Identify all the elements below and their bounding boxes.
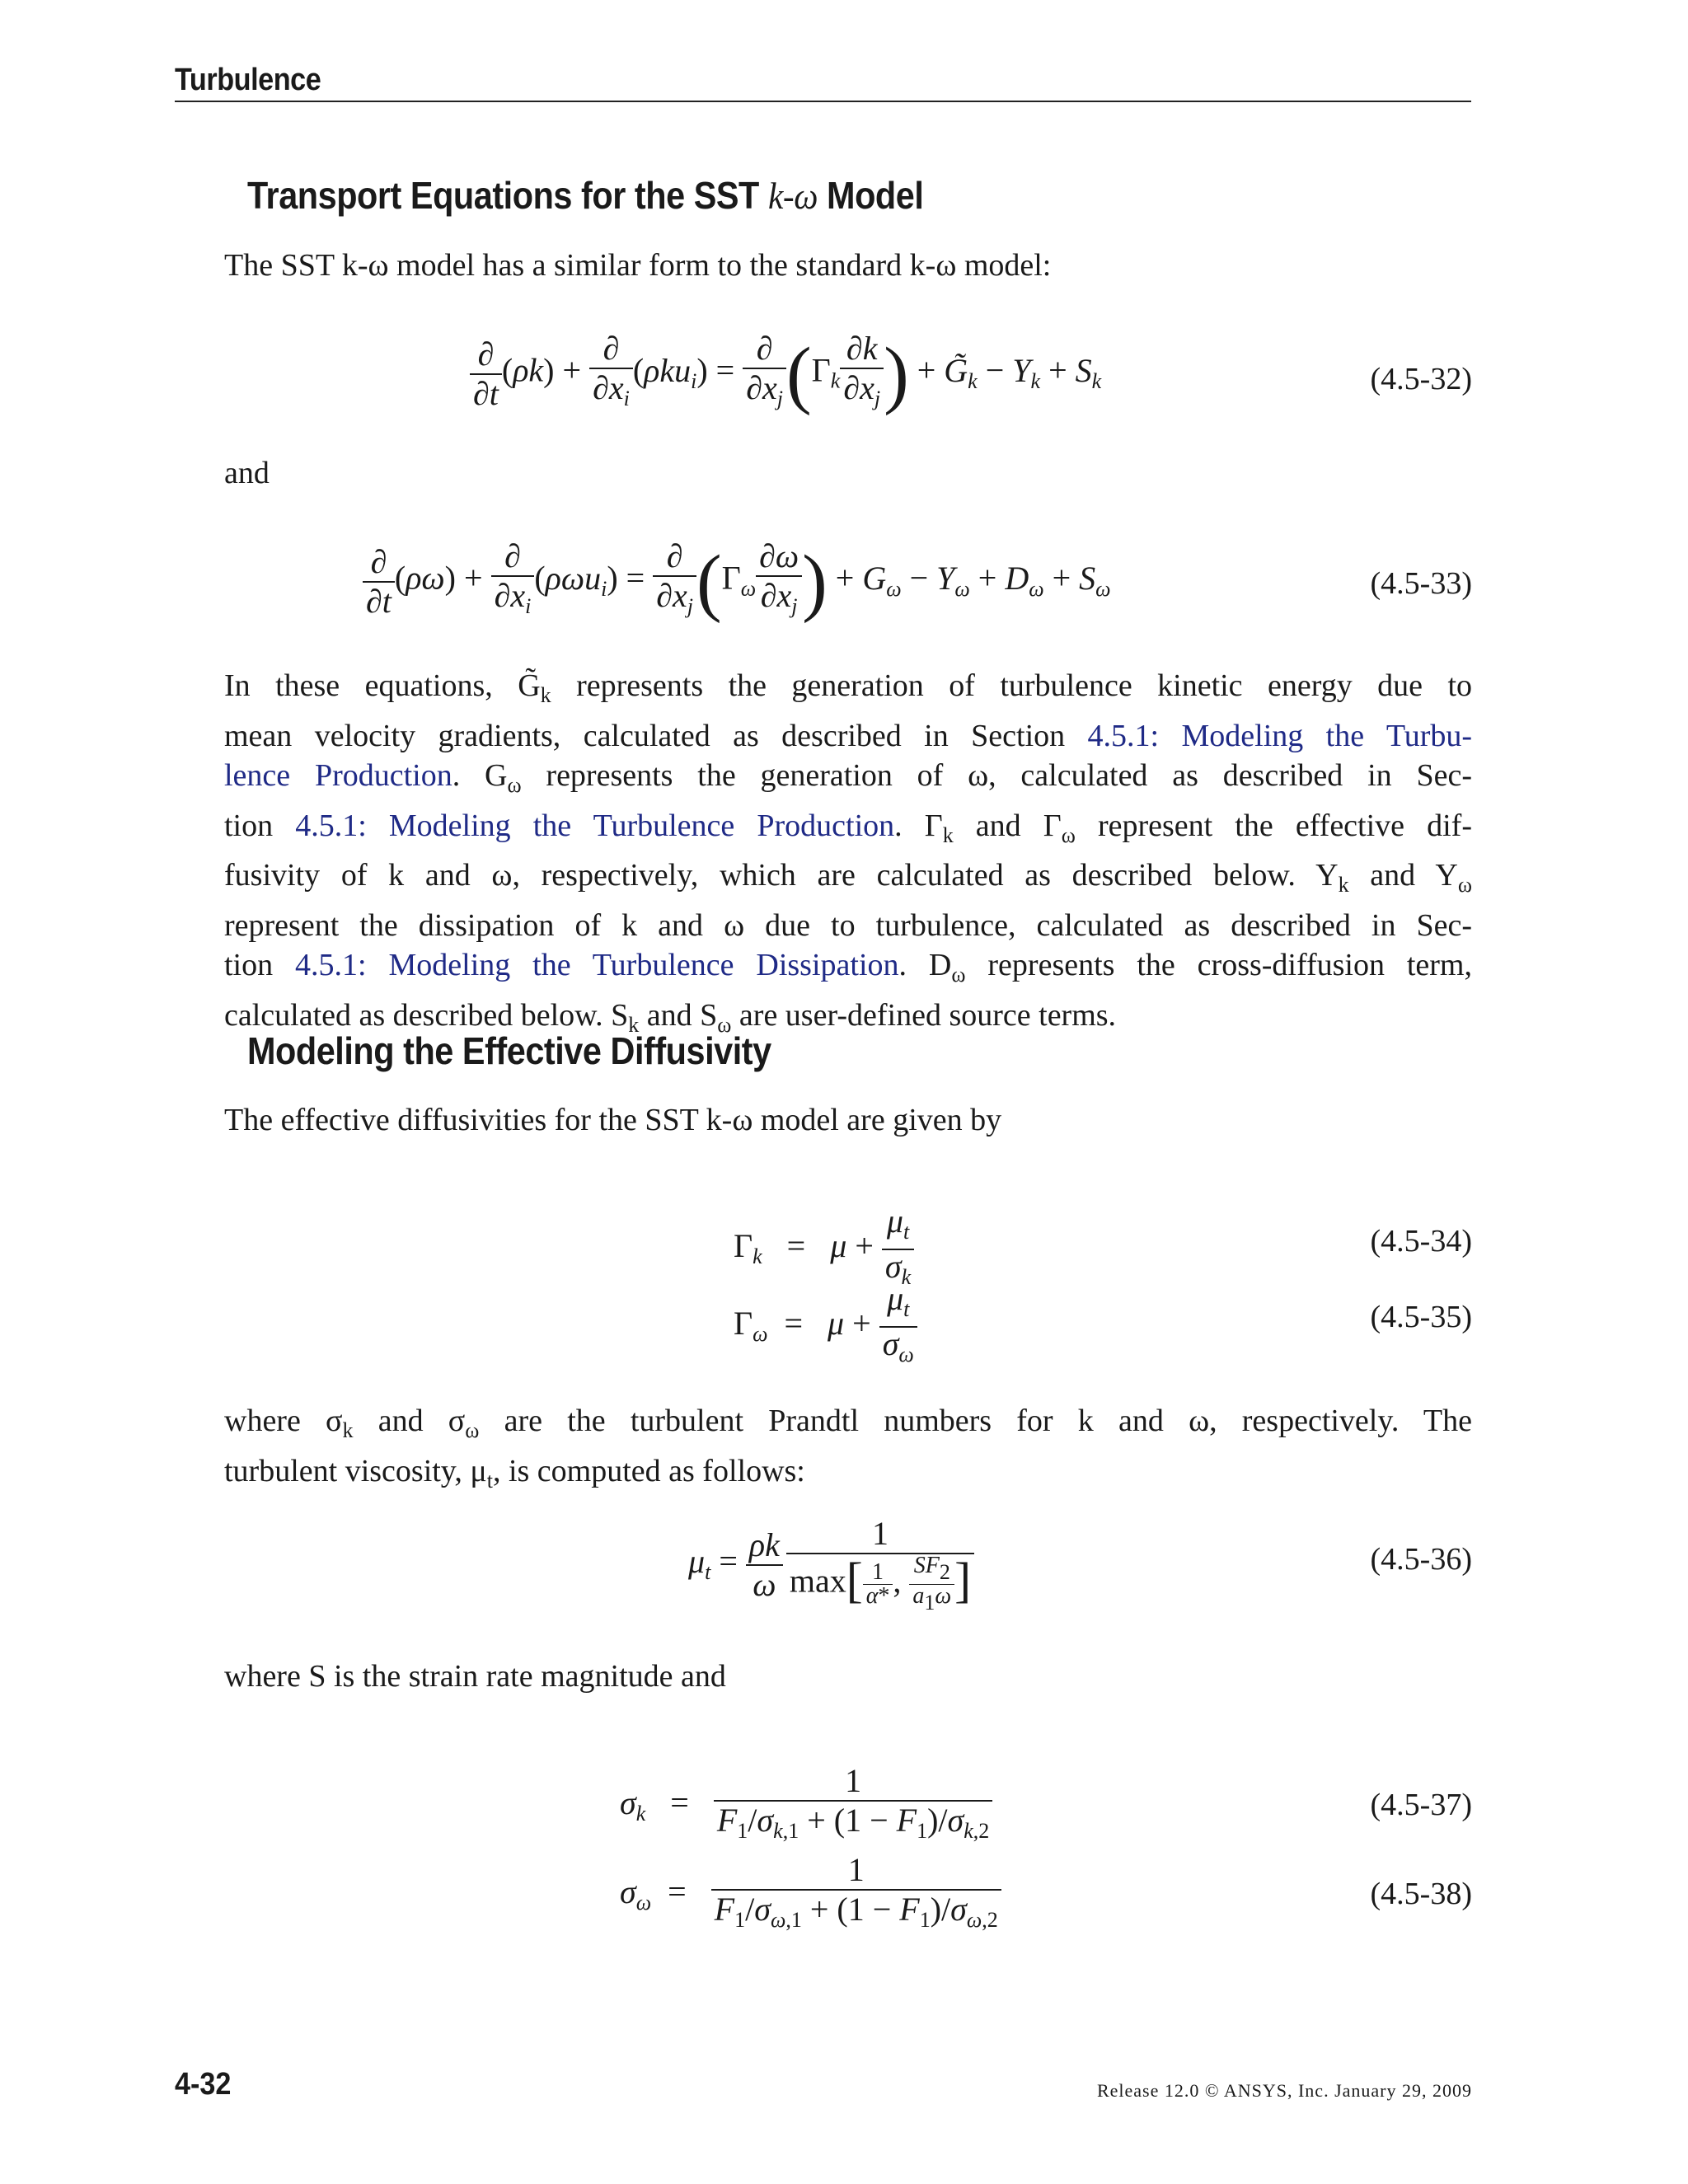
running-head-title: Turbulence <box>175 63 321 97</box>
para-line-1: In these equations, $G̃_k$ represents the generation of turbulence kinetic energy due to <box>224 668 1472 707</box>
header-rule <box>175 101 1471 102</box>
equation-4-5-33: $\frac{\partial}{\partial t}$ (ρω) + $\frac{\partial}{\partial x_i}$ (ρωu$_i$) = $\frac{\partial}{\partial x_j}$ ($\Gamma_\omega$ $\frac{\partial\omega}{\partial x_j}$ ) + $G_\omega - Y_\omega + D_\omega + S_\omega$ <box>363 537 1111 626</box>
and-text: and <box>224 456 270 490</box>
effective-diffusivity-intro: The effective diffusivities for the SST k-ω model are given by <box>224 1103 1002 1137</box>
prandtl-line-2: turbulent viscosity, $\mu_t$, is computed as follows: <box>224 1453 805 1493</box>
equation-4-5-34: $\Gamma_k = \mu$ + $\frac{\mu_t}{\sigma_k}$ <box>734 1205 914 1294</box>
link-modeling-turbulence-dissipation[interactable]: 4.5.1: Modeling the Turbulence Dissipation <box>295 948 899 982</box>
equation-4-5-36: $\mu_t$ = $\frac{\rho k}{\omega}$ 1 max[ $\frac{1}{\alpha*}$ , $\frac{SF_2}{a_1\omega}$ ] <box>688 1515 974 1615</box>
equation-number-4-5-36: (4.5-36) <box>1370 1542 1472 1577</box>
para-line-2: mean velocity gradients, calculated as described in Section 4.5.1: Modeling the Turbu- <box>224 718 1472 753</box>
prandtl-paragraph <box>224 1401 1472 1501</box>
section-heading-effective-diffusivity: Modeling the Effective Diffusivity <box>247 1029 771 1072</box>
equation-4-5-37: $\sigma_k$ = $\frac{1}{F_1/\sigma_{k,1} + (1 - F_1)/\sigma_{k,2}}$ <box>620 1762 992 1850</box>
prandtl-line-1: where $\sigma_k$ and $\sigma_\omega$ are the turbulent Prandtl numbers for k and ω, respectively. The <box>224 1404 1472 1442</box>
equation-number-4-5-38: (4.5-38) <box>1370 1877 1472 1911</box>
para-line-7: tion 4.5.1: Modeling the Turbulence Dissipation. $D_\omega$ represents the cross-diffusion term, <box>224 948 1472 987</box>
para-line-5: fusivity of k and ω, respectively, which are calculated as described below. $Y_k$ and $Y_\omega$ <box>224 858 1472 897</box>
para-line-6: represent the dissipation of k and ω due to turbulence, calculated as described in Sec- <box>224 907 1472 943</box>
equation-4-5-38: $\sigma_\omega$ = $\frac{1}{F_1/\sigma_{\omega,1} + (1 - F_1)/\sigma_{\omega,2}}$ <box>620 1851 1001 1939</box>
section-heading-transport-equations: Transport Equations for the SST k-ω Model <box>247 174 924 217</box>
equation-number-4-5-33: (4.5-33) <box>1370 566 1472 601</box>
explanation-paragraph <box>224 666 1472 1045</box>
equation-4-5-32: $\frac{\partial}{\partial t}$ (ρk) + $\frac{\partial}{\partial x_i}$ (ρku$_i$) = $\frac{\partial}{\partial x_j}$ ($\Gamma_k$ $\frac{\partial k}{\partial x_j}$ ) + $G̃_k - Y_k + S_k$ <box>470 330 1101 418</box>
link-modeling-turbulence-production-cont[interactable]: lence Production <box>224 758 452 793</box>
para-line-8: calculated as described below. $S_k$ and $S_\omega$ are user-defined source terms. <box>224 997 1117 1037</box>
equation-4-5-35: $\Gamma_\omega = \mu$ + $\frac{\mu_t}{\sigma_\omega}$ <box>734 1282 917 1371</box>
strain-rate-text: where S is the strain rate magnitude and <box>224 1659 726 1694</box>
link-modeling-turbulence-production-2[interactable]: 4.5.1: Modeling the Turbulence Production <box>295 808 895 843</box>
link-modeling-turbulence-production[interactable]: 4.5.1: Modeling the Turbu- <box>1087 718 1472 753</box>
equation-number-4-5-35: (4.5-35) <box>1370 1300 1472 1334</box>
equation-number-4-5-37: (4.5-37) <box>1370 1788 1472 1822</box>
release-info: Release 12.0 © ANSYS, Inc. January 29, 2009 <box>1096 2080 1472 2101</box>
equation-number-4-5-32: (4.5-32) <box>1370 362 1472 396</box>
para-line-3: lence Production. $G_\omega$ represents the generation of ω, calculated as described in Sec- <box>224 758 1472 797</box>
page-number: 4-32 <box>175 2067 232 2102</box>
para-line-4: tion 4.5.1: Modeling the Turbulence Production. $\Gamma_k$ and $\Gamma_\omega$ represent the effective dif- <box>224 808 1472 847</box>
intro-paragraph: The SST k-ω model has a similar form to the standard k-ω model: <box>224 248 1052 283</box>
equation-number-4-5-34: (4.5-34) <box>1370 1224 1472 1258</box>
